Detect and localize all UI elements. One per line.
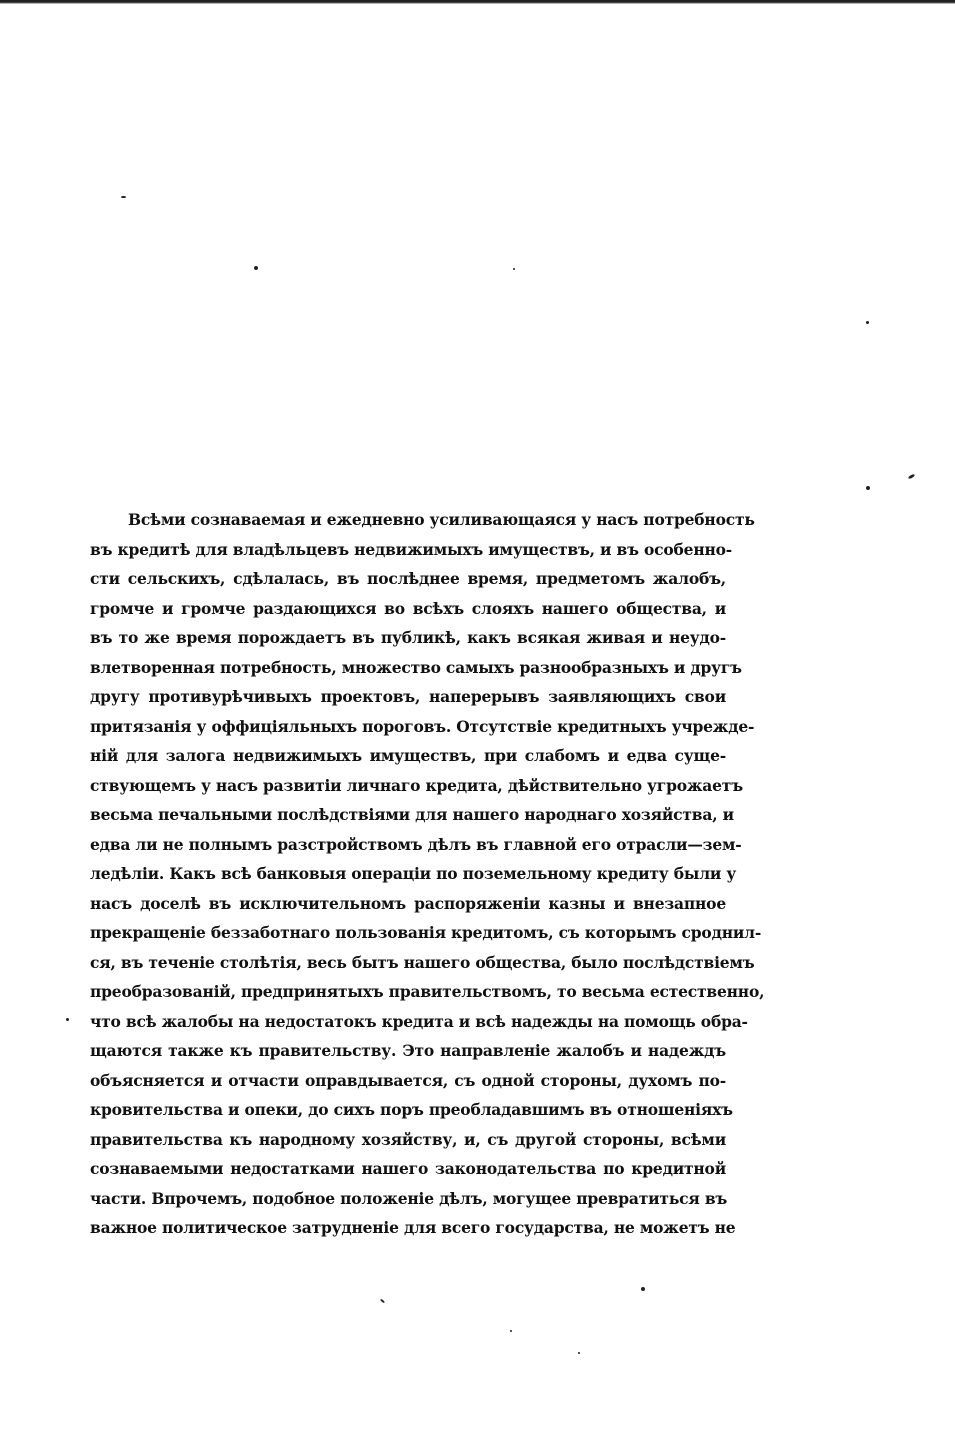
text-line: въ кредитѣ для владѣльцевъ недвижимыхъ имуществъ, и въ особенно-: [90, 539, 732, 559]
text-line: другу противурѣчивыхъ проектовъ, наперерывъ заявляющихъ свои: [90, 687, 726, 706]
scan-speck: [66, 1018, 69, 1021]
scan-speck: [866, 486, 870, 490]
scan-speck: [513, 268, 515, 270]
text-line: весьма печальными послѣдствіями для нашего народнаго хозяйства, и: [90, 805, 734, 824]
text-line: прекращеніе беззаботнаго пользованія кредитомъ, съ которымъ сроднил-: [90, 923, 762, 942]
text-line: правительства къ народному хозяйству, и, съ другой стороны, всѣми: [90, 1129, 726, 1149]
text-line: насъ доселѣ въ исключительномъ распоряженіи казны и внезапное: [90, 893, 726, 913]
text-line: кровительства и опеки, до сихъ поръ преобладавшимъ въ отношеніяхъ: [90, 1100, 733, 1119]
text-line: ній для залога недвижимыхъ имуществъ, при слабомъ и едва суще-: [90, 746, 726, 765]
text-line: важное политическое затрудненіе для всего государства, не можетъ не: [90, 1218, 736, 1237]
text-line: въ то же время порождаетъ въ публикѣ, какъ всякая живая и неудо-: [90, 628, 726, 647]
text-line: ствующемъ у насъ развитіи личнаго кредита, дѣйствительно угрожаетъ: [90, 775, 743, 795]
text-line: ся, въ теченіе столѣтія, весь бытъ нашего общества, было послѣдствіемъ: [90, 952, 755, 972]
text-line: что всѣ жалобы на недостатокъ кредита и всѣ надежды на помощь обра-: [90, 1011, 748, 1031]
text-line: громче и громче раздающихся во всѣхъ слояхъ нашего общества, и: [90, 598, 726, 618]
scan-speck: [866, 321, 869, 324]
scan-speck: [380, 1299, 385, 1304]
page-top-edge: [0, 0, 955, 4]
text-line: ледѣліи. Какъ всѣ банковыя операціи по поземельному кредиту были у: [90, 864, 737, 883]
scan-speck: [641, 1287, 645, 1291]
text-line: сознаваемыми недостатками нашего законодательства по кредитной: [90, 1159, 726, 1178]
text-line: преобразованій, предпринятыхъ правительствомъ, то весьма естественно,: [90, 982, 765, 1001]
scan-speck: [121, 196, 126, 198]
text-line: части. Впрочемъ, подобное положеніе дѣлъ, могущее превратиться въ: [90, 1188, 728, 1208]
text-line: влетворенная потребность, множество самыхъ разнообразныхъ и другъ: [90, 657, 742, 677]
scan-speck: [254, 266, 258, 270]
text-line: притязанія у оффиціяльныхъ пороговъ. Отсутствіе кредитныхъ учрежде-: [90, 716, 755, 736]
text-line: объясняется и отчасти оправдывается, съ одной стороны, духомъ по-: [90, 1070, 726, 1090]
scan-speck: [510, 1330, 512, 1332]
body-text: [90, 505, 765, 1243]
text-line: щаются также къ правительству. Это направленіе жалобъ и надеждъ: [90, 1041, 726, 1060]
scan-speck: [908, 473, 916, 479]
text-line: Всѣми сознаваемая и ежедневно усиливающаяся у насъ потребность: [128, 510, 755, 529]
text-line: сти сельскихъ, сдѣлалась, въ послѣднее время, предметомъ жалобъ,: [90, 569, 726, 588]
scan-speck: [578, 1352, 580, 1354]
text-line: едва ли не полнымъ разстройствомъ дѣлъ въ главной его отрасли—зем-: [90, 834, 742, 854]
